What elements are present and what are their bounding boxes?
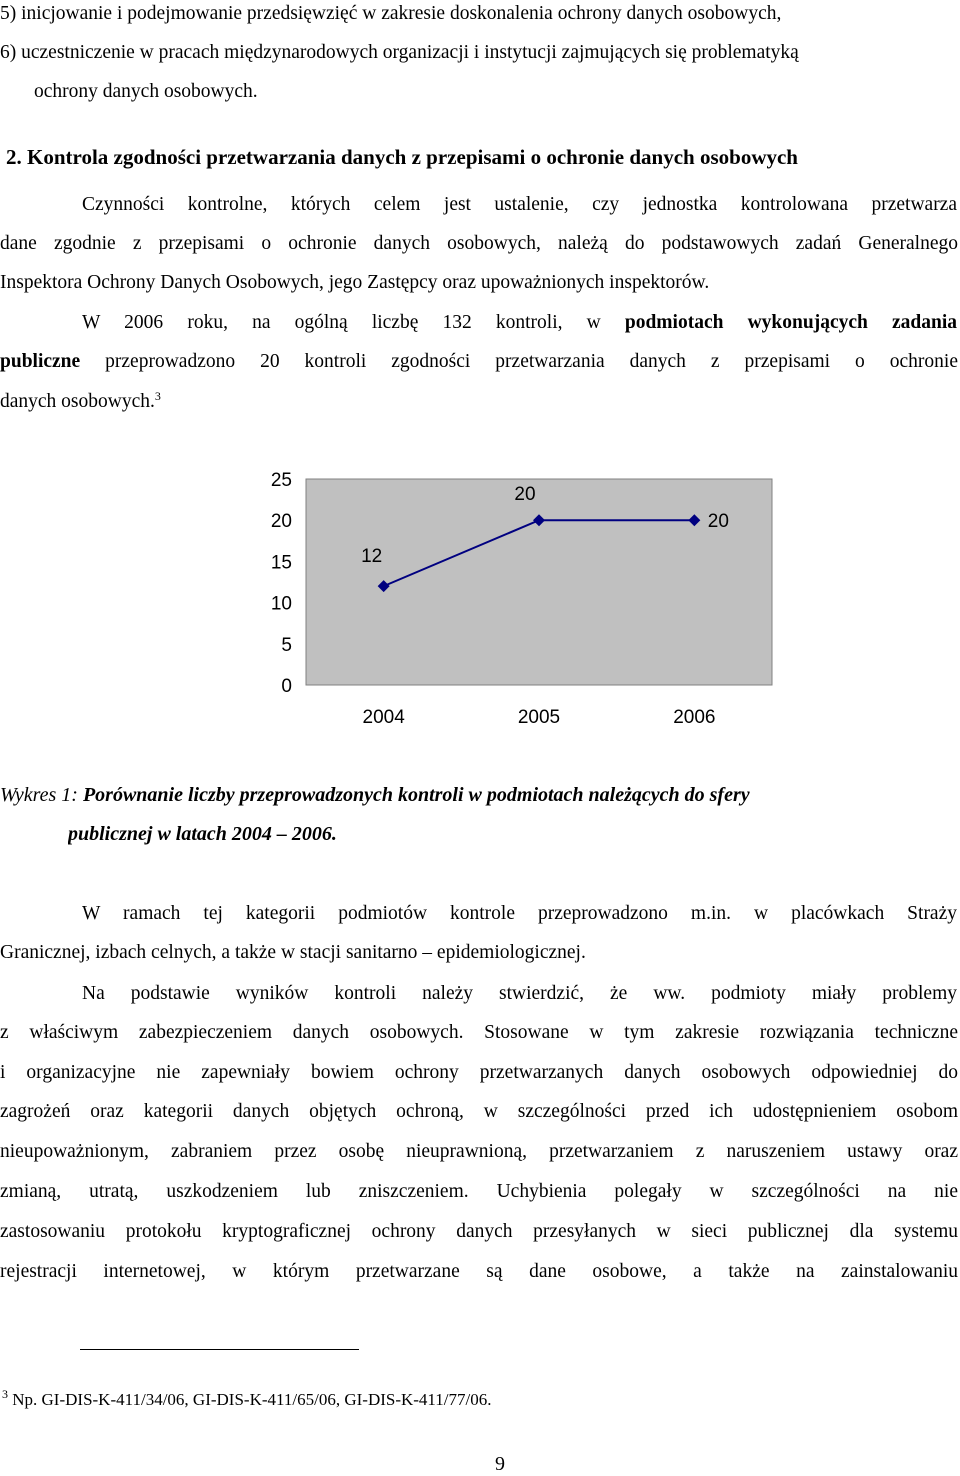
footnote-text: Np. GI-DIS-K-411/34/06, GI-DIS-K-411/65/06, GI-DIS-K-411/77/06.: [8, 1390, 492, 1409]
para4-line: zastosowaniu protokołu kryptograficznej ochrony danych przesyłanych w sieci publicznej dla systemu: [0, 1221, 958, 1242]
para4-line: z właściwym zabezpieczeniem danych osobowych. Stosowane w tym zakresie rozwiązania techniczne: [0, 1022, 958, 1043]
caption-prefix: Wykres 1:: [0, 784, 78, 806]
plot-area: [306, 479, 772, 685]
para4-line: zagrożeń oraz kategorii danych objętych ochroną, w szczególności przed ich udostępnieniem osobom: [0, 1101, 958, 1122]
page-number: 9: [495, 1453, 505, 1475]
footnote-reference: 3: [154, 390, 161, 403]
y-tick-label: 25: [270, 470, 292, 491]
section-heading: 2. Kontrola zgodności przetwarzania danych z przepisami o ochronie danych osobowych: [6, 145, 798, 169]
x-tick-label: 2005: [517, 707, 561, 728]
para3-line: Granicznej, izbach celnych, a także w stacji sanitarno – epidemiologicznej.: [0, 942, 586, 963]
chart-caption-continued: [68, 822, 960, 846]
x-axis-ticks: [363, 707, 716, 728]
para4-line: Na podstawie wyników kontroli należy stwierdzić, że ww. podmioty miały problemy: [82, 983, 957, 1004]
para4-line: zmianą, utratą, uszkodzeniem lub zniszczeniem. Uchybienia polegały w szczególności na nie: [0, 1181, 958, 1202]
para2-text: W 2006 roku, na ogólną liczbę 132 kontroli, w: [82, 312, 625, 333]
footnote-number: 3: [2, 1387, 8, 1401]
list-item-6: 6) uczestniczenie w pracach międzynarodowych organizacji i instytucji zajmujących się problematyką: [0, 42, 799, 63]
y-tick-label: 20: [270, 511, 292, 533]
para1-line: Czynności kontrolne, których celem jest ustalenie, czy jednostka kontrolowana przetwarza: [82, 194, 957, 215]
para2-text: przeprowadzono 20 kontroli zgodności przetwarzania danych z przepisami o ochronie: [80, 351, 958, 372]
data-label: 20: [514, 484, 536, 506]
para1-line: Inspektora Ochrony Danych Osobowych, jego Zastępcy oraz upoważnionych inspektorów.: [0, 272, 710, 293]
y-tick-label: 0: [281, 676, 292, 697]
footnote-separator: [80, 1349, 359, 1350]
para3-line: W ramach tej kategorii podmiotów kontrole przeprowadzono m.in. w placówkach Straży: [82, 903, 957, 924]
para2-line: [0, 350, 958, 374]
data-label: 20: [707, 511, 729, 533]
caption-title: publicznej w latach 2004 – 2006.: [68, 823, 337, 845]
para4-line: rejestracji internetowej, w którym przetwarzane są dane osobowe, a także na zainstalowaniu: [0, 1261, 958, 1282]
y-tick-label: 10: [270, 593, 292, 615]
line-chart: [250, 462, 790, 742]
y-axis-ticks: [271, 470, 292, 697]
para2-text: danych osobowych.: [0, 391, 155, 412]
para2-line: [82, 311, 957, 335]
para4-line: nieupoważnionym, zabraniem przez osobę nieuprawnioną, przetwarzaniem z naruszeniem ustawy oraz: [0, 1141, 958, 1162]
x-tick-label: 2004: [362, 707, 405, 728]
para2-bold-text: publiczne: [0, 351, 81, 372]
y-tick-label: 15: [270, 552, 292, 574]
x-tick-label: 2006: [673, 707, 716, 728]
y-tick-label: 5: [281, 634, 292, 656]
para4-line: i organizacyjne nie zapewniały bowiem ochrony przetwarzanych danych osobowych odpowiedniej do: [0, 1062, 958, 1083]
para2-bold-text: podmiotach wykonujących zadania: [624, 312, 957, 333]
footnote: [2, 1389, 492, 1411]
list-item-5: 5) inicjowanie i podejmowanie przedsięwzięć w zakresie doskonalenia ochrony danych osobowych,: [0, 3, 782, 24]
chart-caption: [0, 783, 958, 807]
caption-title: Porównanie liczby przeprowadzonych kontroli w podmiotach należących do sfery: [77, 784, 750, 806]
para1-line: dane zgodnie z przepisami o ochronie danych osobowych, należą do podstawowych zadań Generalnego: [0, 233, 958, 254]
para2-line: [0, 390, 958, 414]
list-item-6-continued: ochrony danych osobowych.: [34, 81, 258, 102]
data-label: 12: [361, 546, 383, 568]
